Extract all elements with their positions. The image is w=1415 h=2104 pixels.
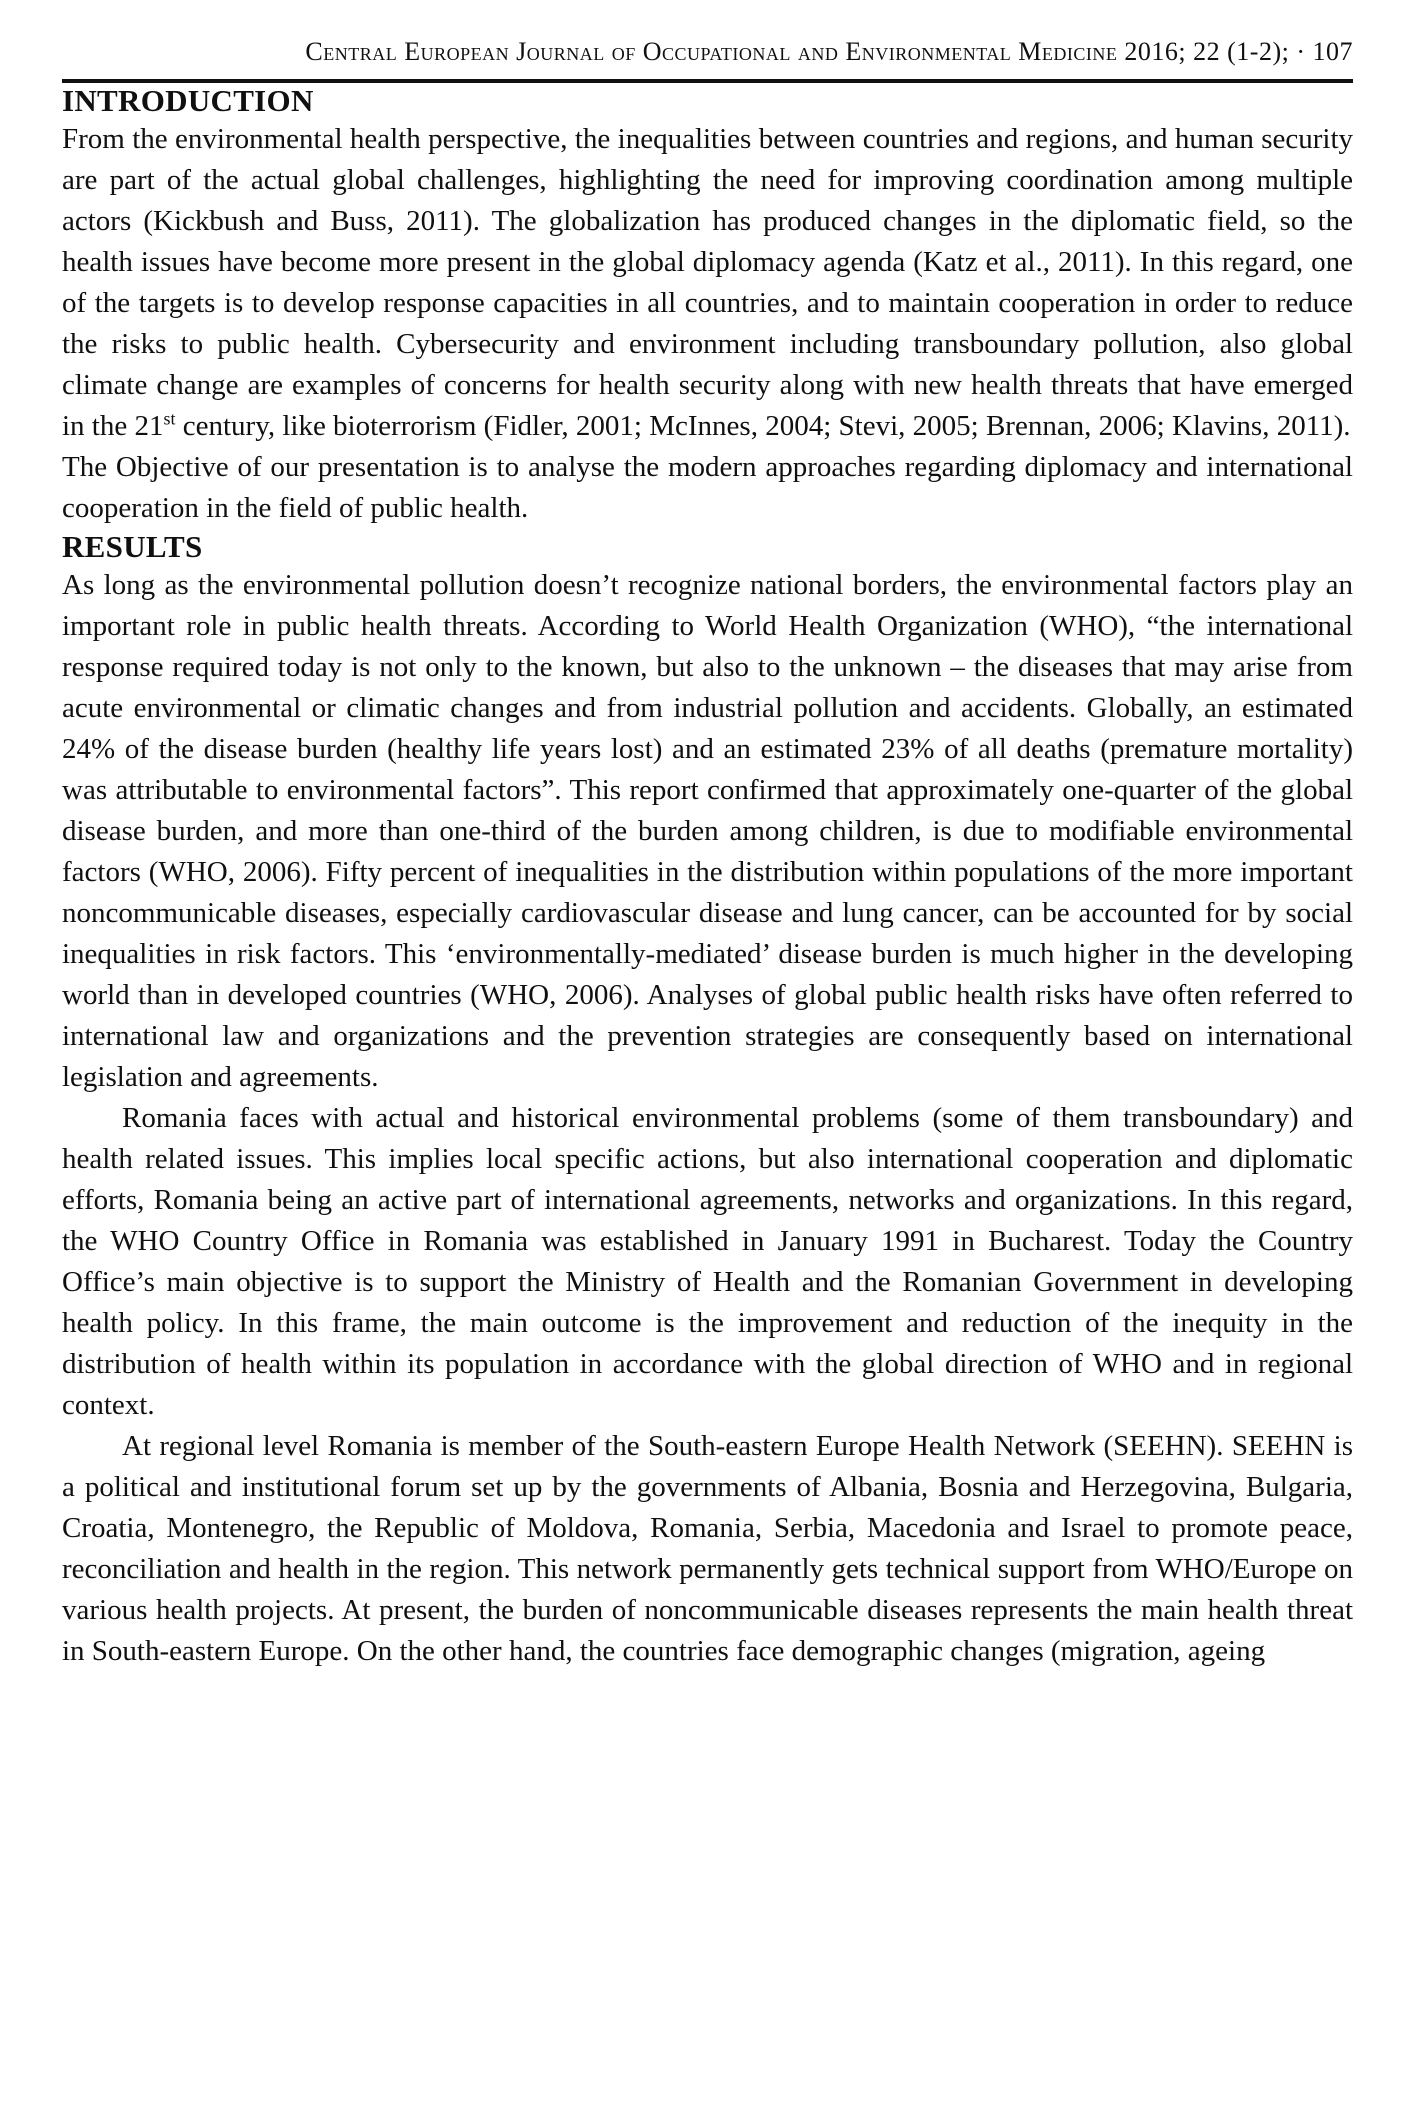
running-head: Central European Journal of Occupational and Environmental Medicine 2016; 22 (1-2); · 107 [305,37,1353,66]
section-results [62,529,1353,1672]
introduction-paragraph-1-text: From the environmental health perspective, the inequalities between countries and regions, and human security are part of the actual global challenges, highlighting the need for improving coordination among multiple actors (Kickbush and Buss, 2011). The globalization has produced changes in the diplomatic field, so the health issues have become more present in the global diplomacy agenda (Katz et al., 2011). In this regard, one of the targets is to develop response capacities in all countries, and to maintain cooperation in order to reduce the risks to public health. Cybersecurity and environment including transboundary pollution, also global climate change are examples of concerns for health security along with new health threats that have emerged in the 21 [62,123,1353,442]
ordinal-superscript: st [163,408,176,429]
introduction-heading: INTRODUCTION [62,83,314,118]
results-paragraph-3: At regional level Romania is member of the South-eastern Europe Health Network (SEEHN). SEEHN is a political and institutional forum set up by the governments of Albania, Bosnia and Herzegovina, Bulgaria, Croatia, Montenegro, the Republic of Moldova, Romania, Serbia, Macedonia and Israel to promote peace, reconciliation and health in the region. This network permanently gets technical support from WHO/Europe on various health projects. At present, the burden of noncommunicable diseases represents the main health threat in South-eastern Europe. On the other hand, the countries face demographic changes (migration, ageing [62,1430,1353,1667]
results-heading: RESULTS [62,529,203,564]
section-introduction [62,83,1353,529]
introduction-paragraph-2: The Objective of our presentation is to analyse the modern approaches regarding diplomacy and international cooperation in the field of public health. [62,451,1353,524]
introduction-paragraph-1-continued: century, like bioterrorism (Fidler, 2001; McInnes, 2004; Stevi, 2005; Brennan, 2006; Klavins, 2011). [175,410,1351,442]
results-paragraph-2: Romania faces with actual and historical environmental problems (some of them transboundary) and health related issues. This implies local specific actions, but also international cooperation and diplomatic efforts, Romania being an active part of international agreements, networks and organizations. In this regard, the WHO Country Office in Romania was established in January 1991 in Bucharest. Today the Country Office’s main objective is to support the Ministry of Health and the Romanian Government in developing health policy. In this frame, the main outcome is the improvement and reduction of the inequity in the distribution of health within its population in accordance with the global direction of WHO and in regional context. [62,1102,1353,1421]
introduction-paragraph-1 [62,119,1353,447]
results-paragraph-1: As long as the environmental pollution doesn’t recognize national borders, the environmental factors play an important role in public health threats. According to World Health Organization (WHO), “the international response required today is not only to the known, but also to the unknown – the diseases that may arise from acute environmental or climatic changes and from industrial pollution and accidents. Globally, an estimated 24% of the disease burden (healthy life years lost) and an estimated 23% of all deaths (premature mortality) was attributable to environmental factors”. This report confirmed that approximately one-quarter of the global disease burden, and more than one-third of the burden among children, is due to modifiable environmental factors (WHO, 2006). Fifty percent of inequalities in the distribution within populations of the more important noncommunicable diseases, especially cardiovascular disease and lung cancer, can be accounted for by social inequalities in risk factors. This ‘environmentally-mediated’ disease burden is much higher in the developing world than in developed countries (WHO, 2006). Analyses of global public health risks have often referred to international law and organizations and the prevention strategies are consequently based on international legislation and agreements. [62,569,1353,1093]
